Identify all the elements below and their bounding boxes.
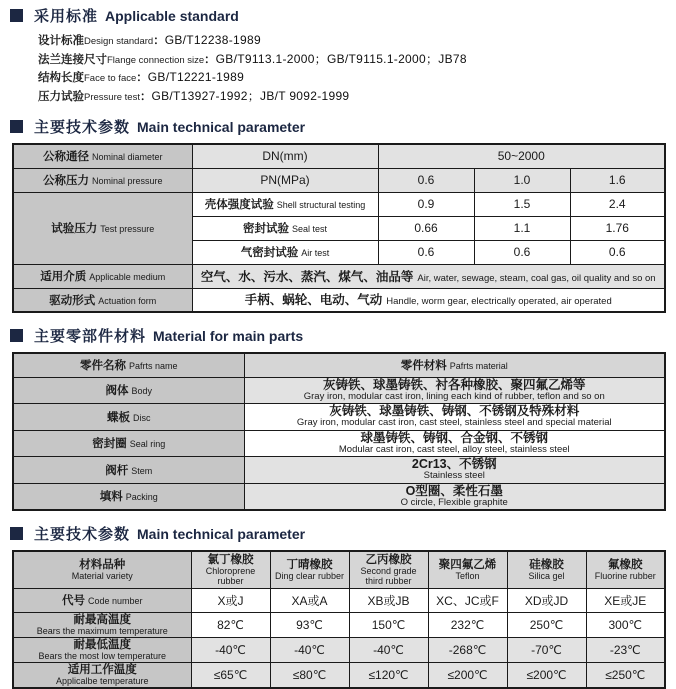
section-title-en: Main technical parameter [137,118,306,135]
header-zh: 硅橡胶 [529,558,564,571]
cell-min-temp: -268℃ [428,637,507,662]
header-en: Second grade third rubber [360,565,417,586]
cell-seal-value: 1.1 [474,216,570,240]
header-zh: 乙丙橡胶 [365,553,412,566]
cell-seal-ring-material [244,430,665,457]
cell-shell-value: 0.9 [378,192,474,216]
main-parts-material-table [12,352,666,511]
label-en: Stem [131,465,153,476]
value-zh: 手柄、蜗轮、电动、气动 [244,293,383,308]
square-bullet-icon [10,329,23,342]
value-en: Air, water, sewage, steam, coal gas, oil quality and so on [417,272,656,284]
label-en: Disc [133,412,151,423]
header-parts-material [244,353,665,377]
sublabel-zh: 气密封试验 [240,247,299,259]
header-en: Chloroprene rubber [205,565,256,586]
cell-dn-range: 50~2000 [378,144,665,168]
header-en: Ding clear rubber [274,570,345,581]
header-en: Fluorine rubber [594,570,656,581]
main-parameters-table [12,143,666,313]
header-material-variety [13,551,191,588]
cell-applicable-temp: ≤80℃ [270,662,349,688]
label-en: Bears the maximum temperature [36,625,168,636]
label-en: Code number [87,596,143,606]
header-zh: 材料品种 [79,558,126,571]
header-chloroprene [191,551,270,588]
label-max-temperature [13,612,191,637]
cell-shell-value: 1.5 [474,192,570,216]
cell-max-temp: 93℃ [270,612,349,637]
section-heading-applicable-standard [10,5,676,26]
cell-pn-value: 1.0 [474,168,570,192]
standard-label-zh: 法兰连接尺寸 [38,53,107,66]
cell-max-temp: 250℃ [507,612,586,637]
cell-applicable-temp: ≤200℃ [507,662,586,688]
table-header-row [13,551,665,588]
sublabel-zh: 密封试验 [242,223,289,235]
header-epdm [349,551,428,588]
header-en: Silica gel [528,570,565,581]
table-row-applicable-temperature [13,662,665,688]
section-title-zh: 主要技术参数 [34,526,131,543]
header-fluorine [586,551,665,588]
sublabel-en: Seal test [291,224,328,234]
table-row-applicable-medium [13,264,665,288]
standard-line-design [38,32,676,51]
sublabel-zh: 壳体强度试验 [204,199,274,211]
table-row-stem [13,457,665,484]
header-zh: 零件材料 [400,360,447,373]
standards-list [38,32,676,106]
cell-min-temp: -23℃ [586,637,665,662]
label-applicable-temperature [13,662,191,688]
label-zh: 公称压力 [42,175,89,187]
cell-max-temp: 150℃ [349,612,428,637]
cell-applicable-temp: ≤200℃ [428,662,507,688]
standard-value: GB/T12238-1989 [164,33,261,47]
header-en: Pafrts material [449,361,508,372]
label-min-temperature [13,637,191,662]
table-row-packing [13,483,665,510]
label-en: Applicable medium [89,272,166,282]
standard-label-zh: 压力试验 [38,90,84,103]
sublabel-seal-test [192,216,378,240]
standard-value: GB/T12221-1989 [147,70,245,84]
label-test-pressure [13,192,192,264]
cell-min-temp: -70℃ [507,637,586,662]
material-en: O circle, Flexible graphite [400,496,508,508]
square-bullet-icon [10,120,23,133]
label-seal-ring [13,430,244,457]
section-heading-rubber-parameters [10,523,676,544]
colon: ： [204,53,216,66]
header-teflon [428,551,507,588]
label-zh: 试验压力 [51,223,98,235]
standard-label-zh: 设计标准 [38,35,84,47]
cell-packing-material [244,483,665,510]
material-en: Modular cast iron, cast steel, alloy steel, stainless steel [338,443,570,455]
section-title-zh: 主要零部件材料 [34,328,147,345]
standard-label-en: Pressure test [84,91,140,103]
cell-max-temp: 82℃ [191,612,270,637]
material-en: Stainless steel [423,470,485,481]
cell-air-value: 0.6 [474,240,570,264]
sublabel-shell-test [192,192,378,216]
cell-stem-material [244,457,665,484]
material-en: Gray iron, modular cast iron, cast steel, stainless steel and special material [296,417,612,428]
label-zh: 密封圈 [92,438,127,451]
header-silica [507,551,586,588]
label-zh: 阀杆 [105,464,129,477]
cell-pn-unit: PN(MPa) [192,168,378,192]
header-en: Teflon [455,570,480,581]
cell-min-temp: -40℃ [270,637,349,662]
standard-line-face-to-face [38,69,676,88]
standard-label-en: Flange connection size [107,54,205,66]
rubber-parameters-table [12,550,666,689]
square-bullet-icon [10,527,23,540]
label-applicable-medium [13,264,192,288]
material-zh: 球墨铸铁、铸钢、合金钢、不锈钢 [360,430,548,445]
material-en: Gray iron, modular cast iron, lining each kind of rubber, teflon and so on [303,390,605,402]
header-en: Pafrts name [128,361,178,372]
sublabel-en: Shell structural testing [276,200,366,210]
table-row-nominal-diameter [13,144,665,168]
label-zh: 适用工作温度 [67,663,137,676]
label-stem [13,457,244,484]
table-header-row [13,353,665,377]
cell-pn-value: 0.6 [378,168,474,192]
label-zh: 代号 [61,595,85,607]
table-row-disc [13,404,665,431]
value-en: Handle, worm gear, electrically operated, air operated [386,296,612,308]
cell-applicable-temp: ≤120℃ [349,662,428,688]
label-actuation-form [13,288,192,312]
header-zh: 零件名称 [79,360,126,373]
header-zh: 氟橡胶 [608,558,643,571]
label-en: Nominal pressure [91,176,163,186]
standard-value: GB/T9113.1-2000；GB/T9115.1-2000；JB78 [215,51,467,66]
cell-code: XA或A [270,588,349,612]
header-zh: 聚四氟乙烯 [438,558,497,571]
section-title-zh: 采用标准 [34,8,99,25]
cell-min-temp: -40℃ [191,637,270,662]
section-title-en: Applicable standard [105,7,239,24]
label-en: Packing [125,492,158,503]
cell-seal-value: 0.66 [378,216,474,240]
label-en: Test pressure [100,224,155,234]
standard-label-en: Design standard [84,36,154,47]
label-body [13,377,244,404]
label-nominal-pressure [13,168,192,192]
table-row-min-temperature [13,637,665,662]
section-heading-main-parts [10,325,676,346]
cell-actuation-value [192,288,665,312]
cell-pn-value: 1.6 [570,168,665,192]
sublabel-air-test [192,240,378,264]
cell-air-value: 0.6 [378,240,474,264]
label-zh: 填料 [99,491,123,504]
label-en: Seal ring [129,439,166,450]
label-en: Nominal diameter [91,152,163,163]
colon: ： [136,72,148,84]
cell-air-value: 0.6 [570,240,665,264]
standard-label-en: Face to face [84,73,137,84]
table-row-shell-test [13,192,665,216]
cell-medium-value [192,264,665,288]
cell-code: XE或JE [586,588,665,612]
label-zh: 蝶板 [107,411,130,424]
label-en: Applicalbe temperature [55,675,149,686]
cell-code: X或J [191,588,270,612]
label-en: Bears the most low temperature [38,650,167,661]
label-disc [13,404,244,431]
label-zh: 适用介质 [40,271,87,283]
header-zh: 丁晴橡胶 [286,558,333,571]
label-en: Actuation form [98,295,157,306]
table-row-max-temperature [13,612,665,637]
label-zh: 公称通径 [42,151,89,164]
header-parts-name [13,353,244,377]
cell-disc-material [244,404,665,431]
header-zh: 氯丁橡胶 [207,553,254,566]
cell-shell-value: 2.4 [570,192,665,216]
cell-max-temp: 232℃ [428,612,507,637]
label-en: Body [131,386,152,397]
cell-code: XB或JB [349,588,428,612]
label-zh: 驱动形式 [49,294,96,307]
header-nitrile [270,551,349,588]
section-title-en: Material for main parts [153,327,304,344]
cell-applicable-temp: ≤65℃ [191,662,270,688]
table-row-actuation-form [13,288,665,312]
section-title-zh: 主要技术参数 [34,119,131,136]
colon: ： [139,90,152,103]
table-row-body [13,377,665,404]
material-zh: O型圈、柔性石墨 [405,483,503,498]
cell-dn-unit: DN(mm) [192,144,378,168]
label-packing [13,483,244,510]
standard-label-zh: 结构长度 [38,72,84,84]
cell-applicable-temp: ≤250℃ [586,662,665,688]
standard-line-flange [38,51,676,70]
table-row-seal-ring [13,430,665,457]
section-heading-main-parameters [10,116,676,137]
section-title-en: Main technical parameter [137,525,306,542]
header-en: Material variety [71,570,133,581]
material-zh: 灰铸铁、球墨铸铁、铸钢、不锈钢及特殊材料 [329,404,580,418]
cell-max-temp: 300℃ [586,612,665,637]
cell-code: XC、JC或F [428,588,507,612]
sublabel-en: Air test [301,248,330,258]
label-zh: 阀体 [105,385,129,398]
square-bullet-icon [10,9,23,22]
cell-code: XD或JD [507,588,586,612]
label-code-number [13,588,191,612]
label-zh: 耐最高温度 [73,613,131,626]
cell-min-temp: -40℃ [349,637,428,662]
standard-value: GB/T13927-1992；JB/T 9092-1999 [151,88,350,103]
standard-line-pressure-test [38,88,676,107]
table-row-nominal-pressure [13,168,665,192]
colon: ： [153,35,165,47]
label-zh: 耐最低温度 [73,638,131,651]
material-zh: 2Cr13、不锈钢 [411,457,497,471]
cell-body-material [244,377,665,404]
table-row-code-number [13,588,665,612]
label-nominal-diameter [13,144,192,168]
value-zh: 空气、水、污水、蒸汽、煤气、油品等 [200,269,414,284]
cell-seal-value: 1.76 [570,216,665,240]
material-zh: 灰铸铁、球墨铸铁、衬各种橡胶、聚四氟乙烯等 [322,377,586,392]
